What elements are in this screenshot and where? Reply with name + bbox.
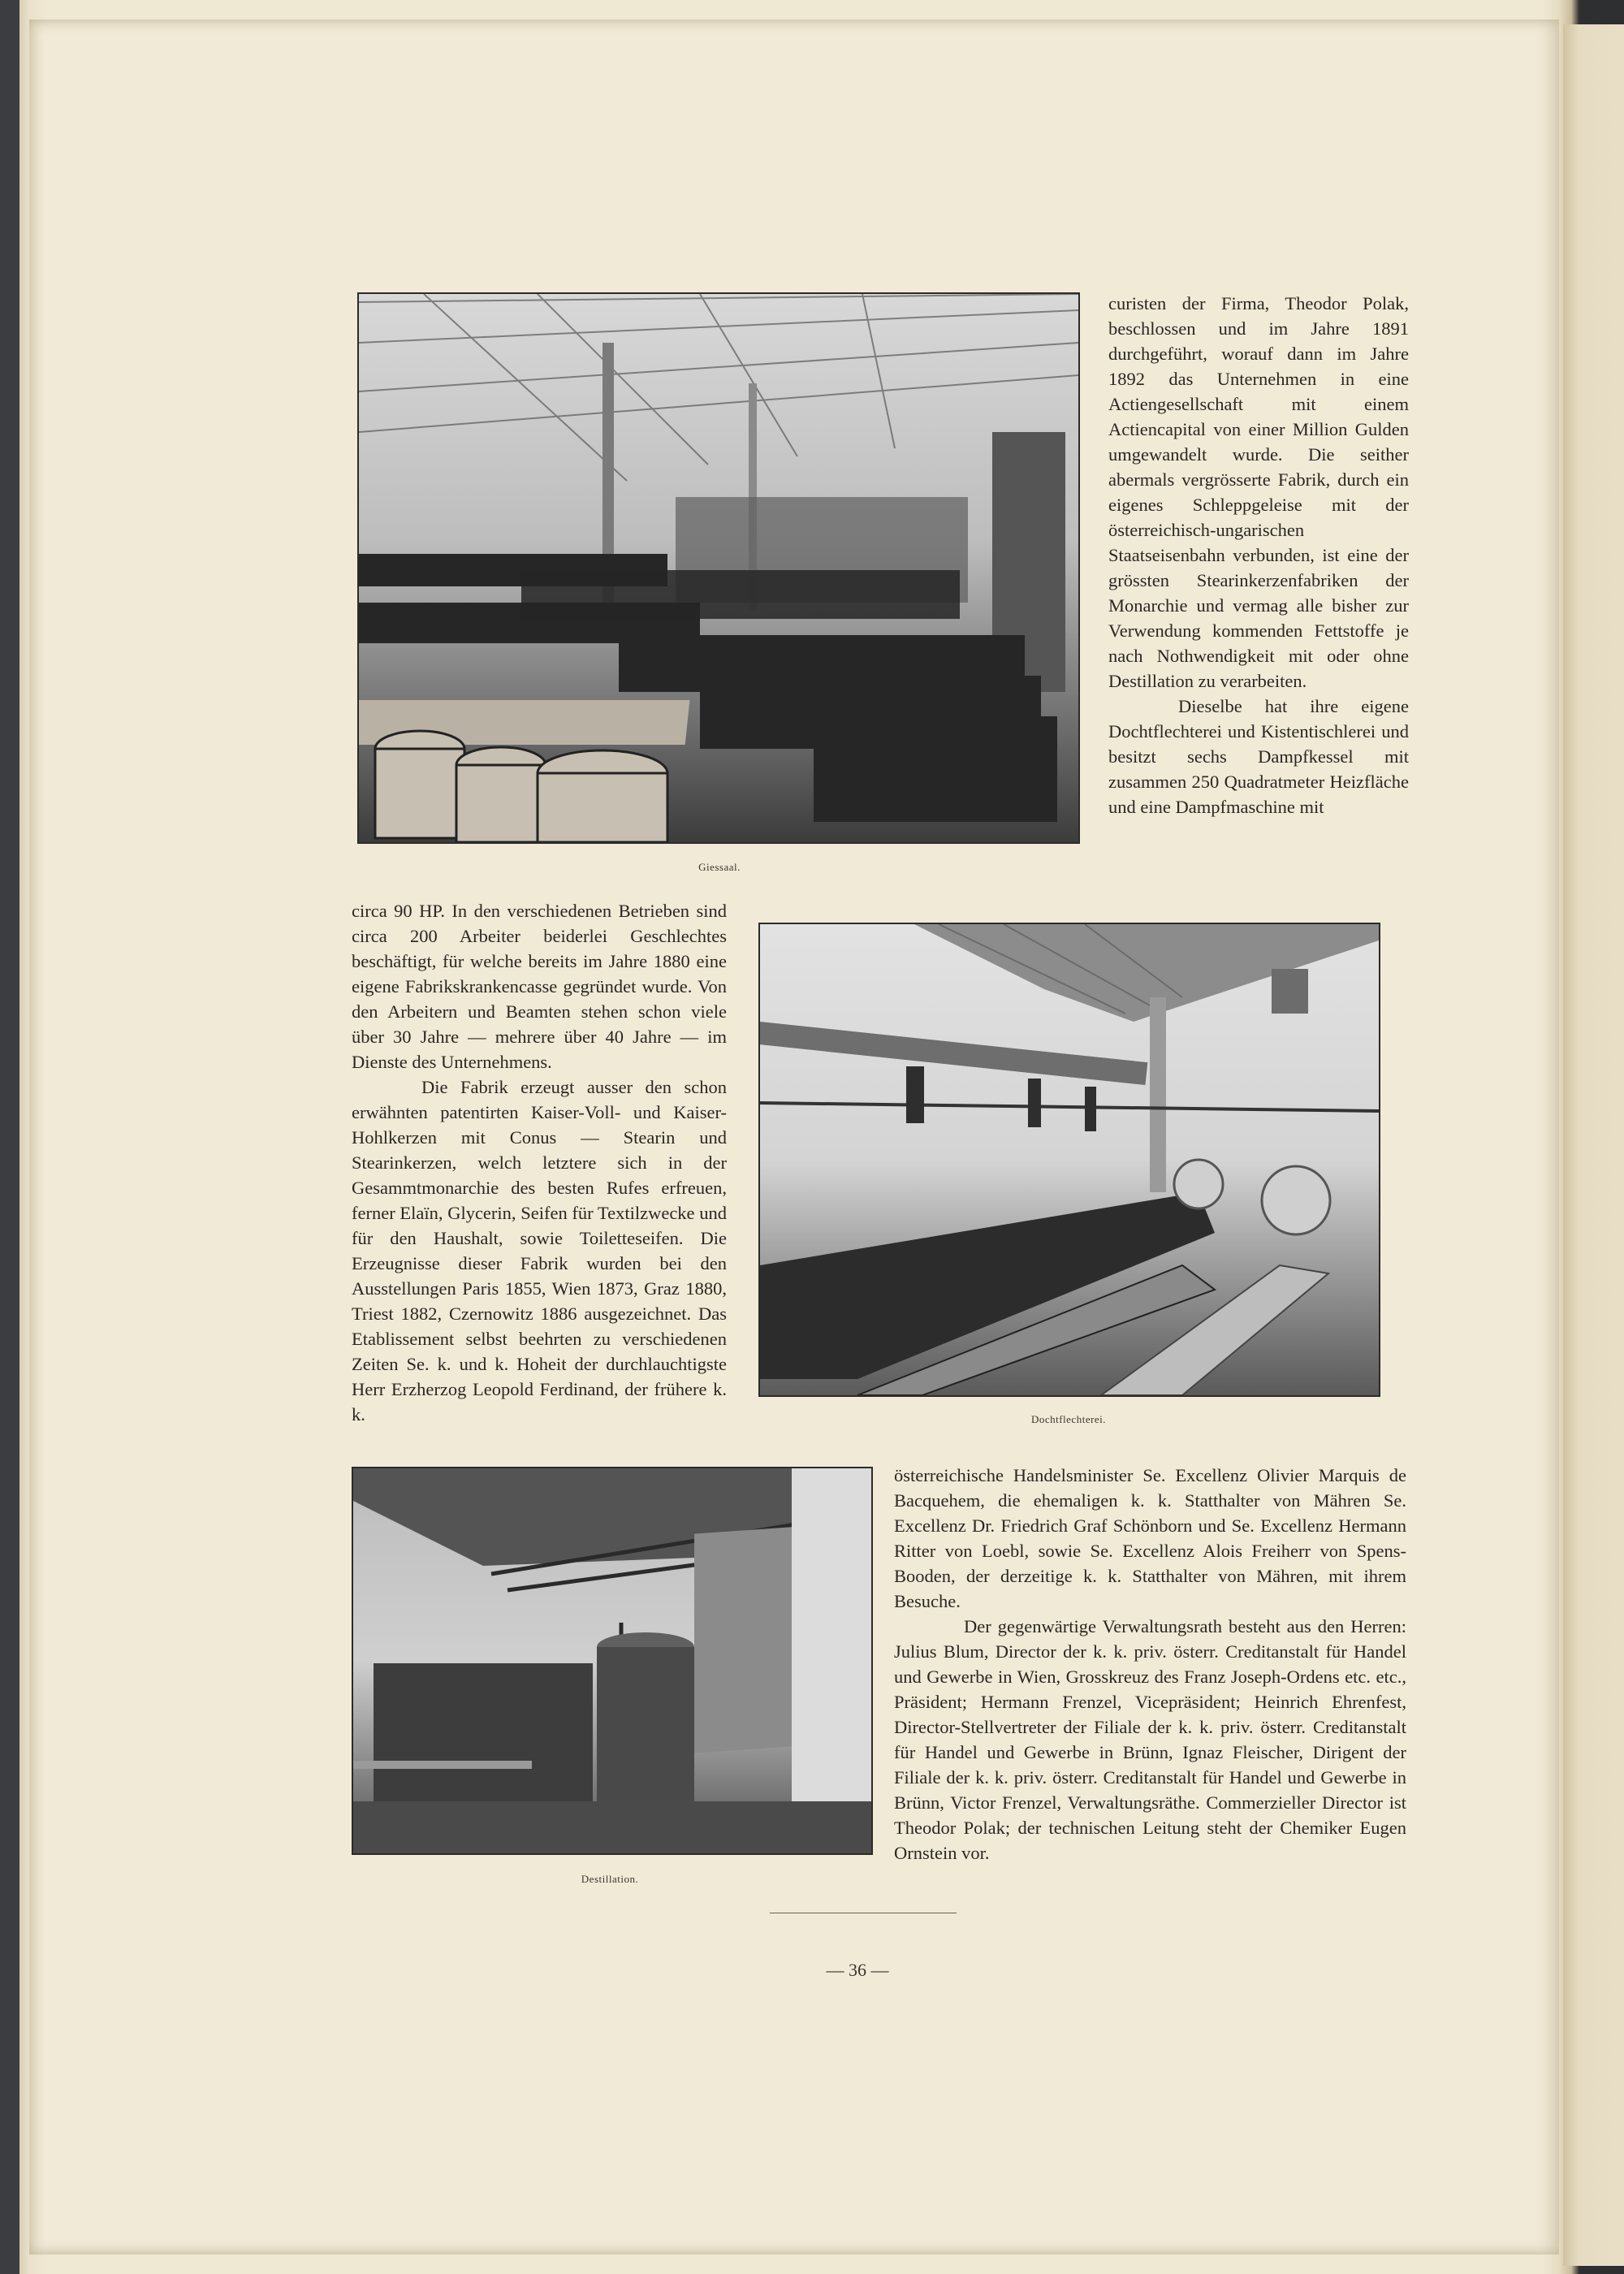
text-column-left-middle <box>352 898 727 1427</box>
giessaal-illustration <box>359 294 1078 842</box>
text-column-right-bottom <box>894 1463 1406 1865</box>
destillation-illustration <box>353 1468 871 1853</box>
paragraph: Der gegenwärtige Verwaltungsrath besteht aus den Herren: Julius Blum, Director der k. k. priv. österr. Creditanstalt für Handel und Gewerbe in Wien, Grosskreuz des Franz Joseph-Ordens etc. etc., Präsident; Hermann Frenzel, Vicepräsident; Heinrich Ehrenfest, Director-Stellvertreter der Filiale der k. k. priv. österr. Creditanstalt für Handel und Gewerbe in Brünn, Ignaz Fleischer, Dirigent der Filiale der k. k. priv. österr. Creditanstalt für Handel und Gewerbe in Brünn, Victor Frenzel, Verwaltungsräthe. Commerzieller Director ist Theodor Polak; der technischen Leitung steht der Chemiker Eugen Ornstein vor. <box>894 1616 1406 1863</box>
paragraph: österreichische Handelsminister Se. Excellenz Olivier Marquis de Bacquehem, die ehemaligen k. k. Statthalter von Mähren Se. Excellenz Dr. Friedrich Graf Schönborn und Se. Excellenz Hermann Ritter von Loebl, sowie Se. Excellenz Alois Freiherr von Spens-Booden, der derzeitige k. k. Statthalter von Mähren, mit ihrem Besuche. <box>894 1465 1406 1611</box>
photo-destillation <box>352 1467 873 1855</box>
paragraph: Dieselbe hat ihre eigene Dochtflechterei und Kistentischlerei und besitzt sechs Dampfkessel mit zusammen 250 Quadratmeter Heizfläche und eine Dampfmaschine mit <box>1108 696 1409 817</box>
dochtflechterei-illustration <box>760 924 1379 1395</box>
photo-dochtflechterei <box>758 923 1380 1397</box>
caption-giessaal: Giessaal. <box>698 861 741 873</box>
book-page <box>29 19 1559 2255</box>
caption-destillation: Destillation. <box>581 1873 639 1885</box>
text-column-right-top <box>1108 291 1409 819</box>
next-page-edge <box>1563 24 1624 2266</box>
caption-dochtflechterei: Dochtflechterei. <box>1030 1413 1107 1425</box>
paragraph: Die Fabrik erzeugt ausser den schon erwähnten patentirten Kaiser-Voll- und Kaiser-Hohlkerzen mit Conus — Stearin und Stearinkerzen, welch letztere sich in der Gesammtmonarchie des besten Rufes erfreuen, ferner Elaïn, Glycerin, Seifen für Textilzwecke und für den Haushalt, sowie Toiletteseifen. Die Erzeugnisse dieser Fabrik wurden bei den Ausstellungen Paris 1855, Wien 1873, Graz 1880, Triest 1882, Czernowitz 1886 ausgezeichnet. Das Etablissement selbst beehrten zu verschiedenen Zeiten Se. k. und k. Hoheit der durchlauchtigste Herr Erzherzog Leopold Ferdinand, der frühere k. k. <box>352 1077 727 1424</box>
photo-giessaal <box>357 292 1080 844</box>
paragraph: curisten der Firma, Theodor Polak, beschlossen und im Jahre 1891 durchgeführt, worauf dann im Jahre 1892 das Unternehmen in eine Actiengesellschaft mit einem Actiencapital von einer Million Gulden umgewandelt wurde. Die seither abermals vergrösserte Fabrik, durch ein eigenes Schleppgeleise mit der österreichisch-ungarischen Staatseisenbahn verbunden, ist eine der grössten Stearinkerzenfabriken der Monarchie und vermag alle bisher zur Verwendung kommenden Fettstoffe je nach Nothwendigkeit mit oder ohne Destillation zu verarbeiten. <box>1108 293 1409 691</box>
paragraph: circa 90 HP. In den verschiedenen Betrieben sind circa 200 Arbeiter beiderlei Geschlechtes beschäftigt, für welche bereits im Jahre 1880 eine eigene Fabrikskrankencasse gegründet wurde. Von den Arbeitern und Beamten stehen schon viele über 30 Jahre — mehrere über 40 Jahre — im Dienste des Unternehmens. <box>352 901 727 1072</box>
page-number: — 36 — <box>826 1960 889 1980</box>
